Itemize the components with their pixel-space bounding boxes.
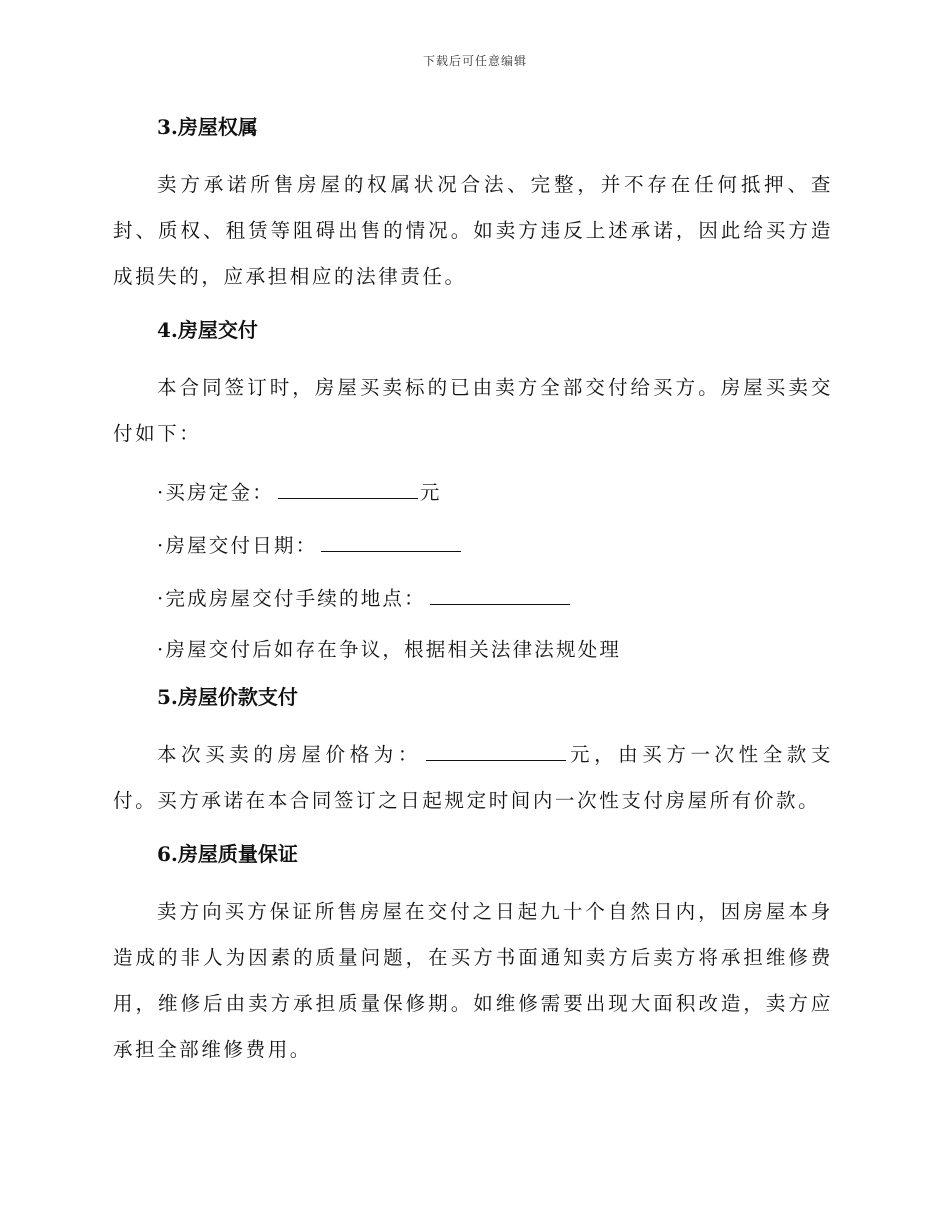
dispute-item: ·房屋交付后如存在争议，根据相关法律法规处理 [157,638,622,661]
deposit-unit: 元 [419,481,442,504]
section-5-body [113,732,833,824]
deposit-item [113,476,833,508]
delivery-date-item [113,529,833,561]
deposit-blank [278,476,418,499]
price-blank [426,738,566,761]
section-6-body: 卖方向买方保证所售房屋在交付之日起九十个自然日内，因房屋本身造成的非人为因素的质量问题，在买方书面通知卖方后卖方将承担维修费用，维修后由卖方承担质量保修期。如维修需要出现大面积改造，卖方应承担全部维修费用。 [113,900,833,1061]
section-5-title: 5.房屋价款支付 [157,685,298,709]
section-4-body: 本合同签订时，房屋买卖标的已由卖方全部交付给买方。房屋买卖交付如下： [113,376,833,445]
section-3-title: 3.房屋权属 [157,115,258,139]
delivery-date-label: ·房屋交付日期： [157,534,318,557]
deposit-label: ·买房定金： [157,481,274,504]
document-body [113,112,833,1073]
delivery-place-item [113,582,833,614]
delivery-place-label: ·完成房屋交付手续的地点： [157,587,426,610]
price-prefix: 本次买卖的房屋价格为： [157,743,422,766]
delivery-date-blank [321,529,461,552]
price-suffix: 元，由买方一次性全款支付。买方承诺在本合同签订之日起规定时间内一次性支付房屋所有价款。 [113,743,833,812]
page-header: 下载后可任意编辑 [422,54,527,68]
section-4-title: 4.房屋交付 [157,318,258,342]
section-6-title: 6.房屋质量保证 [157,842,298,866]
delivery-place-blank [430,582,570,605]
section-3-body: 卖方承诺所售房屋的权属状况合法、完整，并不存在任何抵押、查封、质权、租赁等阻碍出售的情况。如卖方违反上述承诺，因此给买方造成损失的，应承担相应的法律责任。 [113,173,833,288]
